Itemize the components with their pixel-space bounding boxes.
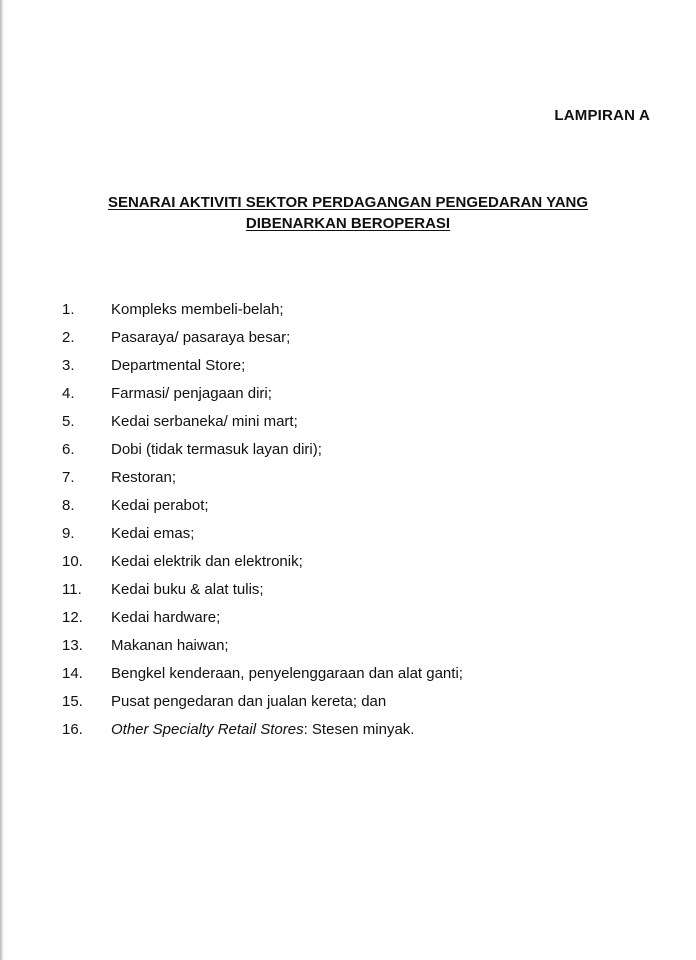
list-item	[62, 492, 463, 520]
list-item-text: Kedai hardware;	[111, 609, 221, 626]
title-line-1	[40, 192, 656, 213]
list-item-text: Pusat pengedaran dan jualan kereta; dan	[111, 693, 387, 710]
page-edge-shadow	[0, 0, 4, 960]
list-item	[62, 660, 463, 688]
list-item-number: 8.	[62, 497, 75, 514]
list-item	[62, 380, 463, 408]
list-item	[62, 436, 463, 464]
list-item-text: Kedai serbaneka/ mini mart;	[111, 413, 298, 430]
document-title	[40, 192, 656, 234]
list-item-number: 3.	[62, 357, 75, 374]
activity-list	[62, 296, 463, 744]
title-line-1-text: SENARAI AKTIVITI SEKTOR PERDAGANGAN PENGEDARAN YANG	[107, 194, 589, 211]
list-item-text: Kedai elektrik dan elektronik;	[111, 553, 303, 570]
list-item-number: 9.	[62, 525, 75, 542]
list-item-text: Kedai perabot;	[111, 497, 209, 514]
list-item-number: 11.	[62, 581, 82, 598]
list-item-number: 16.	[62, 721, 83, 738]
list-item-text: Dobi (tidak termasuk layan diri);	[111, 441, 322, 458]
list-item-number: 5.	[62, 413, 75, 430]
list-item	[62, 324, 463, 352]
list-item	[62, 688, 463, 716]
list-item-text-suffix: : Stesen minyak.	[303, 721, 415, 738]
list-item-text: Makanan haiwan;	[111, 637, 229, 654]
list-item	[62, 576, 463, 604]
list-item	[62, 632, 463, 660]
title-line-2-text: DIBENARKAN BEROPERASI	[245, 215, 451, 232]
list-item-number: 4.	[62, 385, 75, 402]
list-item	[62, 296, 463, 324]
list-item	[62, 352, 463, 380]
list-item-text: Restoran;	[111, 469, 177, 486]
list-item-number: 12.	[62, 609, 83, 626]
list-item-number: 14.	[62, 665, 83, 682]
list-item-number: 2.	[62, 329, 75, 346]
list-item-text: Kedai emas;	[111, 525, 195, 542]
list-item-text: Departmental Store;	[111, 357, 246, 374]
list-item	[62, 408, 463, 436]
list-item	[62, 716, 463, 744]
list-item-text: Farmasi/ penjagaan diri;	[111, 385, 272, 402]
list-item-number: 13.	[62, 637, 83, 654]
list-item-number: 6.	[62, 441, 75, 458]
appendix-label: LAMPIRAN A	[554, 107, 650, 124]
list-item	[62, 548, 463, 576]
list-item-text	[111, 716, 414, 744]
list-item-text: Kedai buku & alat tulis;	[111, 581, 264, 598]
list-item-number: 10.	[62, 553, 83, 570]
list-item-number: 7.	[62, 469, 75, 486]
list-item-text: Bengkel kenderaan, penyelenggaraan dan alat ganti;	[111, 665, 463, 682]
list-item-text: Kompleks membeli-belah;	[111, 301, 284, 318]
list-item-text: Pasaraya/ pasaraya besar;	[111, 329, 291, 346]
list-item	[62, 520, 463, 548]
list-item-number: 1.	[62, 301, 75, 318]
title-line-2	[40, 213, 656, 234]
list-item	[62, 604, 463, 632]
list-item-italic-text: Other Specialty Retail Stores	[111, 721, 304, 738]
list-item	[62, 464, 463, 492]
list-item-number: 15.	[62, 693, 83, 710]
